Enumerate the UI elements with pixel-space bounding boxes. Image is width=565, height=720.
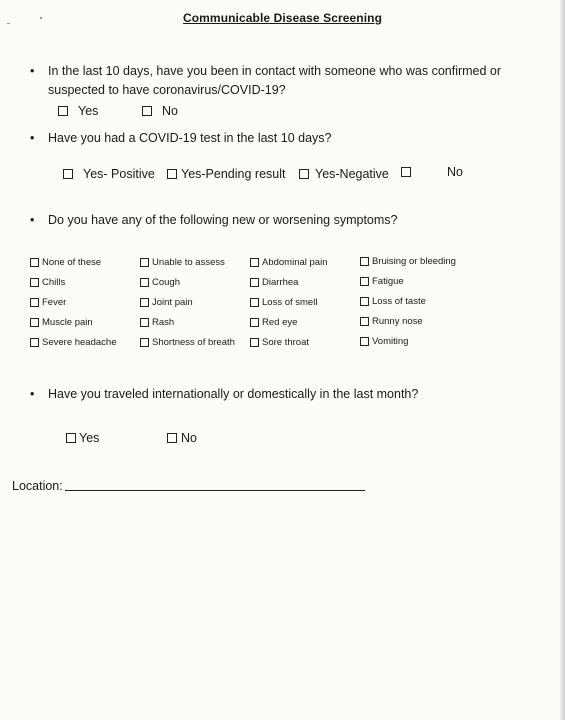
checkbox[interactable]: [250, 258, 259, 267]
location-input-line[interactable]: [65, 490, 365, 491]
symptom-severe-headache[interactable]: Severe headache: [30, 337, 116, 348]
bullet: •: [30, 131, 35, 145]
checkbox[interactable]: [360, 337, 369, 346]
form-title: Communicable Disease Screening: [182, 11, 383, 25]
symptom-rash[interactable]: Rash: [140, 317, 174, 328]
travel-no-option[interactable]: No: [167, 431, 197, 445]
symptom-runny-nose[interactable]: Runny nose: [360, 316, 423, 327]
symptom-fatigue[interactable]: Fatigue: [360, 276, 404, 287]
checkbox[interactable]: [167, 433, 177, 443]
question-text: Have you traveled internationally or domestically in the last month?: [48, 387, 419, 401]
question-text: Do you have any of the following new or worsening symptoms?: [48, 213, 398, 227]
question-travel: [30, 385, 558, 404]
bullet: •: [30, 387, 35, 401]
travel-yes-option[interactable]: Yes: [66, 431, 99, 445]
checkbox[interactable]: [360, 317, 369, 326]
symptom-shortness-of-breath[interactable]: Shortness of breath: [140, 337, 235, 348]
checkbox[interactable]: [30, 298, 39, 307]
test-negative-option[interactable]: Yes-Negative: [299, 167, 389, 181]
checkbox[interactable]: [30, 338, 39, 347]
checkbox[interactable]: [30, 278, 39, 287]
checkbox[interactable]: [401, 167, 411, 177]
location-label: Location:: [12, 479, 63, 493]
contact-no-option[interactable]: No: [142, 104, 178, 118]
symptom-cough[interactable]: Cough: [140, 277, 180, 288]
question-text: In the last 10 days, have you been in contact with someone who was confirmed or suspected to have coronavirus/COVID-19?: [48, 64, 502, 97]
checkbox[interactable]: [360, 297, 369, 306]
checkbox[interactable]: [140, 338, 149, 347]
symptom-red-eye[interactable]: Red eye: [250, 317, 297, 328]
symptom-diarrhea[interactable]: Diarrhea: [250, 277, 298, 288]
scan-edge: [560, 0, 565, 720]
checkbox[interactable]: [299, 169, 309, 179]
checkbox[interactable]: [30, 258, 39, 267]
checkbox[interactable]: [58, 106, 68, 116]
symptom-loss-of-smell[interactable]: Loss of smell: [250, 297, 317, 308]
question-symptoms: [30, 211, 558, 230]
symptom-none[interactable]: None of these: [30, 257, 101, 268]
checkbox[interactable]: [142, 106, 152, 116]
checkbox[interactable]: [167, 169, 177, 179]
checkbox[interactable]: [140, 298, 149, 307]
question-test: [30, 129, 558, 148]
test-no-option[interactable]: No: [401, 165, 463, 179]
bullet: •: [30, 213, 35, 227]
symptom-loss-of-taste[interactable]: Loss of taste: [360, 296, 426, 307]
checkbox[interactable]: [250, 298, 259, 307]
symptom-joint-pain[interactable]: Joint pain: [140, 297, 193, 308]
symptom-abdominal-pain[interactable]: Abdominal pain: [250, 257, 328, 268]
symptom-vomiting[interactable]: Vomiting: [360, 336, 408, 347]
symptom-bruising-or-bleeding[interactable]: Bruising or bleeding: [360, 256, 456, 267]
checkbox[interactable]: [30, 318, 39, 327]
question-text: Have you had a COVID-19 test in the last 10 days?: [48, 131, 332, 145]
checkbox[interactable]: [140, 278, 149, 287]
checkbox[interactable]: [360, 257, 369, 266]
symptom-fever[interactable]: Fever: [30, 297, 66, 308]
checkbox[interactable]: [66, 433, 76, 443]
symptom-unable-to-assess[interactable]: Unable to assess: [140, 257, 225, 268]
test-pending-option[interactable]: Yes-Pending result: [167, 167, 285, 181]
test-positive-option[interactable]: Yes- Positive: [63, 167, 155, 181]
checkbox[interactable]: [250, 318, 259, 327]
checkbox[interactable]: [140, 258, 149, 267]
symptom-muscle-pain[interactable]: Muscle pain: [30, 317, 93, 328]
checkbox[interactable]: [360, 277, 369, 286]
question-contact: [30, 62, 558, 100]
symptom-sore-throat[interactable]: Sore throat: [250, 337, 309, 348]
checkbox[interactable]: [250, 278, 259, 287]
symptom-chills[interactable]: Chills: [30, 277, 65, 288]
bullet: •: [30, 64, 35, 78]
checkbox[interactable]: [140, 318, 149, 327]
contact-yes-option[interactable]: Yes: [58, 104, 98, 118]
checkbox[interactable]: [63, 169, 73, 179]
checkbox[interactable]: [250, 338, 259, 347]
